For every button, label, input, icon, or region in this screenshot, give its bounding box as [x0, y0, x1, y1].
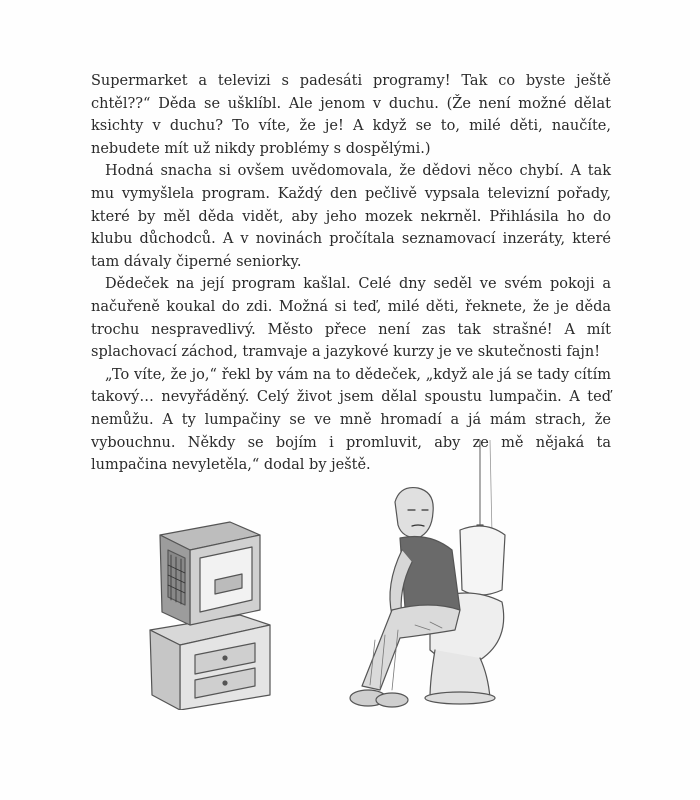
- tv-cabinet: [150, 615, 270, 710]
- paragraph-4: „To víte, že jo,“ řekl by vám na to dědeček, „když ale já se tady cítím takový… nevyřáděný. Celý život jsem dělal spoustu lumpačin. A teď nemůžu. A ty lumpačiny se ve mně hromadí a já mám strach, že vybouchnu. Někdy se bojím i promluvit, aby ze mě nějaká ta lumpačina nevyletěla,“ dodal by ještě.: [91, 366, 611, 474]
- paragraph-3: Dědeček na její program kašlal. Celé dny seděl ve svém pokoji a načuřeně koukal do zdi. Možná si teď, milé děti, řeknete, že je děda trochu nespravedlivý. Město přece není zas tak strašné! A mít splachovací záchod, tramvaje a jazykové kurzy je ve skutečnosti fajn!: [91, 276, 611, 361]
- pencil-illustration: [130, 440, 580, 710]
- paragraph-2: Hodná snacha si ovšem uvědomovala, že dědovi něco chybí. A tak mu vymyšlela program. Každý den pečlivě vypsala televizní pořady, které by měl děda vidět, aby jeho mozek nekrněl. Přihlásila ho do klubu důchodců. A v novinách pročítala seznamovací inzeráty, které tam dávaly čiperné seniorky.: [91, 163, 611, 270]
- body-text: [91, 70, 611, 477]
- paragraph-1: Supermarket a televizi s padesáti programy! Tak co byste ještě chtěl??“ Děda se ušklíbl. Ale jenom v duchu. (Že není možné dělat ksichty v duchu? To víte, že je! A když se to, milé děti, naučíte, nebudete mít už nikdy problémy s dospělými.): [91, 73, 611, 157]
- television: [160, 522, 260, 625]
